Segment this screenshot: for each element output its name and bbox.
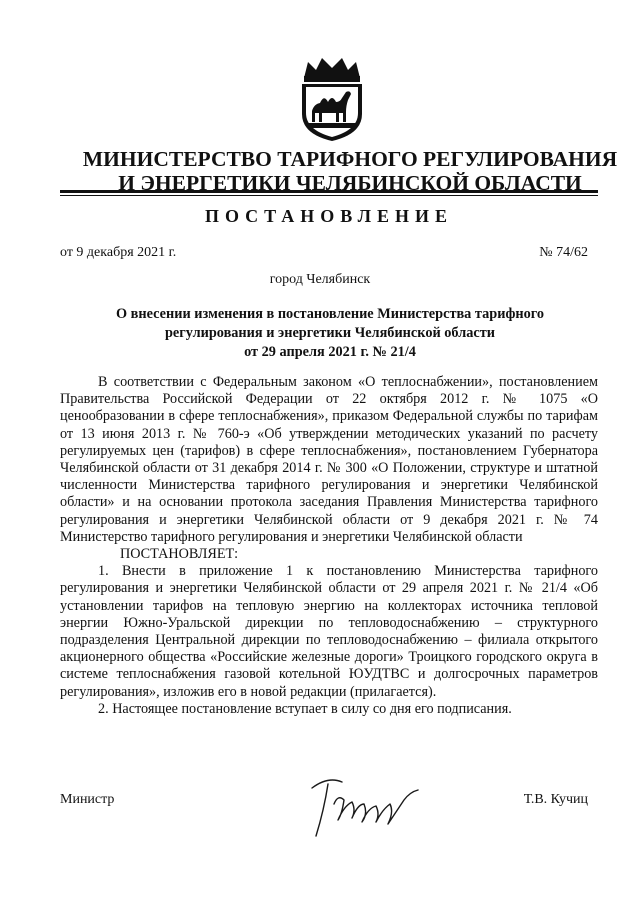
subject-line1: О внесении изменения в постановление Министерства тарифного xyxy=(115,306,545,322)
document-date: от 9 декабря 2021 г. xyxy=(60,245,177,260)
resolves-heading: ПОСТАНОВЛЯЕТ: xyxy=(120,546,239,563)
item-1-paragraph: 1. Внести в приложение 1 к постановлению Министерства тарифного регулирования и энергетики Челябинской области от 29 апреля 2021 г. № 21/4 «Об установлении тарифов на тепловую энергию на коллекторах источника тепловой энергии Южно-Уральской дирекции по тепловодоснабжению – структурного подразделения Центральной дирекции по тепловодоснабжению – филиала открытого акционерного общества «Российские железные дороги» Троицкого городского округа в системе теплоснабжения газовой котельной ЮУДТВС и долгосрочных параметров регулирования», изложив его в новой редакции (прилагается). xyxy=(60,563,598,700)
handwritten-signature xyxy=(298,770,428,842)
document-number: № 74/62 xyxy=(539,245,588,260)
signer-name: Т.В. Кучиц xyxy=(523,792,588,807)
document-type: ПОСТАНОВЛЕНИЕ xyxy=(204,206,454,226)
item-2-paragraph: 2. Настоящее постановление вступает в силу со дня его подписания. xyxy=(98,700,512,717)
document-city: город Челябинск xyxy=(269,272,371,287)
chelyabinsk-coat-of-arms-icon xyxy=(294,56,370,142)
header-divider-thick xyxy=(60,190,598,193)
header-divider-thin xyxy=(60,195,598,196)
document-body xyxy=(60,374,598,718)
preamble-paragraph: В соответствии с Федеральным законом «О теплоснабжении», постановлением Правительства Российской Федерации от 22 октября 2012 г. № 1075 «О ценообразовании в сфере теплоснабжения», приказом Федеральной службы по тарифам от 13 июня 2013 г. № 760-э «Об утверждении методических указаний по расчету регулируемых цен (тарифов) в сфере теплоснабжения», постановлением Губернатора Челябинской области от 31 декабря 2014 г. № 300 «О Положении, структуре и штатной численности Министерства тарифного регулирования и энергетики Челябинской области» и на основании протокола заседания Правления Министерства тарифного регулирования и энергетики Челябинской области от 9 декабря 2021 г. № 74 Министерство тарифного регулирования и энергетики Челябинской области xyxy=(60,374,598,545)
subject-line2: регулирования и энергетики Челябинской области xyxy=(164,325,495,341)
ministry-title-line2: И ЭНЕРГЕТИКИ ЧЕЛЯБИНСКОЙ ОБЛАСТИ xyxy=(118,171,582,195)
subject-line3: от 29 апреля 2021 г. № 21/4 xyxy=(244,344,416,360)
document-subject xyxy=(90,305,570,362)
signer-position: Министр xyxy=(60,792,115,807)
ministry-title-line1: МИНИСТЕРСТВО ТАРИФНОГО РЕГУЛИРОВАНИЯ xyxy=(82,147,618,171)
ministry-title xyxy=(60,147,640,195)
